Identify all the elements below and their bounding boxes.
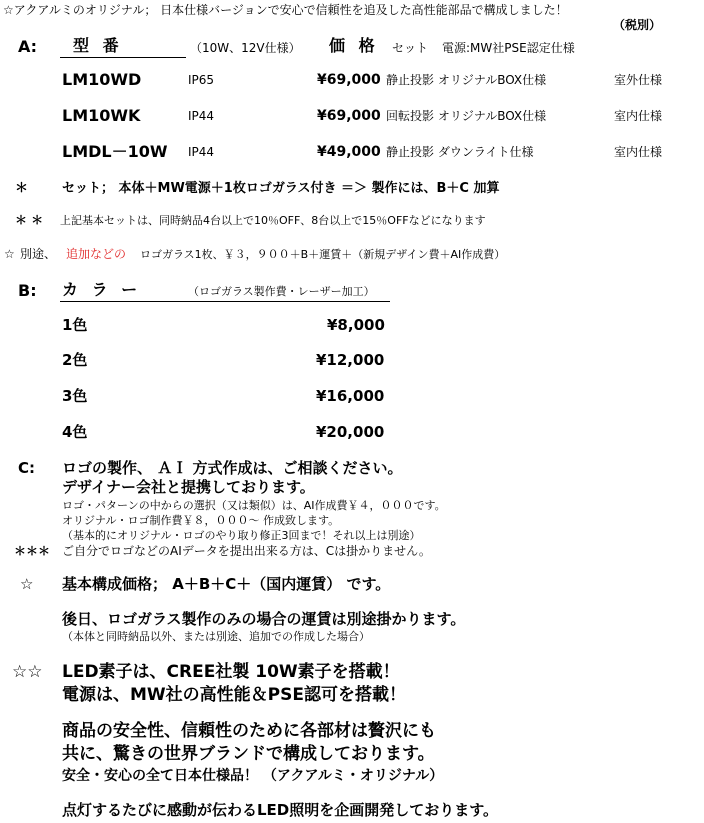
model-header-underline [60, 57, 186, 58]
set-note-mark: ＊ [15, 181, 29, 196]
color-label: 2色 [62, 351, 88, 369]
product-ip: IP44 [188, 109, 215, 123]
product-desc: 静止投影 ダウンライト仕様 [386, 145, 534, 159]
intro-text: ☆アクアルミのオリジナル； 日本仕様バージョンで安心で信頼性を追及した高性能部品で構成しました！ [3, 3, 568, 17]
led-line6: 点灯するたびに感動が伝わるLED照明を企画開発しております。 [62, 801, 499, 819]
product-env: 室内仕様 [614, 145, 663, 159]
section-c-sub3: （基本的にオリジナル・ロゴのやり取り修正3回まで！それ以上は別途） [62, 529, 421, 542]
section-c-mark: C: [18, 459, 36, 477]
product-desc: 回転投影 オリジナルBOX仕様 [386, 109, 547, 123]
section-c-note-mark: ＊＊＊ [14, 544, 51, 558]
tax-note: （税別） [613, 18, 662, 32]
section-c-sub1: ロゴ・パターンの中からの選択（又は類似）は、AI作成費￥４，０００です。 [62, 499, 446, 512]
set-note-text: セット； 本体＋MW電源＋1枚ロゴガラス付き ＝＞ 製作には、B＋C 加算 [62, 181, 500, 196]
product-ip: IP44 [188, 145, 215, 159]
spec-note: （10W、12V仕様） [190, 41, 301, 55]
color-price: ¥12,000 [316, 351, 385, 369]
section-c-sub2: オリジナル・ロゴ制作費￥８，０００～ 作成致します。 [62, 514, 340, 527]
set-label: セット [392, 41, 429, 55]
section-b-mark: B: [18, 281, 37, 300]
product-price: ¥69,000 [317, 108, 381, 124]
total-star-icon: ☆ [20, 575, 34, 593]
led-line4: 共に、驚きの世界ブランドで構成しております。 [62, 744, 435, 764]
color-label: 1色 [62, 316, 88, 334]
section-b-note: （ロゴガラス製作費・レーザー加工） [188, 285, 375, 298]
price-header: 価 格 [329, 36, 379, 55]
color-label: 4色 [62, 423, 88, 441]
section-c-line1: ロゴの製作、 ＡＩ 方式作成は、ご相談ください。 [62, 459, 403, 477]
product-model: LM10WD [62, 70, 142, 89]
section-b-underline [60, 301, 390, 302]
led-star-icon: ☆☆ [12, 662, 43, 682]
color-price: ¥20,000 [316, 423, 385, 441]
discount-note-text: 上記基本セットは、同時納品4台以上で10％OFF、8台以上で15％OFFなどになります [60, 214, 486, 227]
product-env: 室外仕様 [614, 73, 663, 87]
shipping-note: （本体と同時納品以外、または別途、追加での作成した場合） [62, 630, 370, 643]
extra-note-red: 追加などの [66, 247, 127, 261]
extra-note-star-icon: ☆ [4, 247, 15, 261]
led-line2: 電源は、MW社の高性能＆PSE認可を搭載！ [62, 685, 406, 705]
extra-note-text: ロゴガラス1枚、￥３，９００＋B＋運賃＋（新規デザイン費＋AI作成費） [140, 248, 506, 261]
color-price: ¥16,000 [316, 387, 385, 405]
extra-note-prefix: 別途、 [20, 247, 57, 261]
total-text: 基本構成価格； A＋B＋C＋（国内運賃） です。 [62, 575, 391, 593]
section-a-mark: A: [18, 37, 38, 56]
section-b-title: カ ラ ー [62, 280, 142, 299]
led-line5: 安全・安心の全て日本仕様品！ （アクアルミ・オリジナル） [62, 768, 444, 784]
shipping-text: 後日、ロゴガラス製作のみの場合の運賃は別途掛かります。 [62, 610, 466, 628]
color-price: ¥8,000 [327, 316, 385, 334]
product-price: ¥69,000 [317, 72, 381, 88]
led-line1: LED素子は、CREE社製 10W素子を搭載！ [62, 662, 400, 682]
color-label: 3色 [62, 387, 88, 405]
section-c-line2: デザイナー会社と提携しております。 [62, 478, 315, 496]
discount-note-mark: ＊ ＊ [15, 213, 44, 227]
product-model: LM10WK [62, 106, 141, 125]
model-header: 型 番 [73, 36, 123, 55]
power-note: 電源:MW社PSE認定仕様 [442, 41, 575, 55]
section-c-note-text: ご自分でロゴなどのAIデータを提出出来る方は、Cは掛かりません。 [62, 544, 431, 558]
product-ip: IP65 [188, 73, 215, 87]
product-env: 室内仕様 [614, 109, 663, 123]
led-line3: 商品の安全性、信頼性のために各部材は贅沢にも [62, 721, 436, 741]
product-model: LMDL－10W [62, 142, 168, 161]
product-price: ¥49,000 [317, 144, 381, 160]
product-desc: 静止投影 オリジナルBOX仕様 [386, 73, 547, 87]
